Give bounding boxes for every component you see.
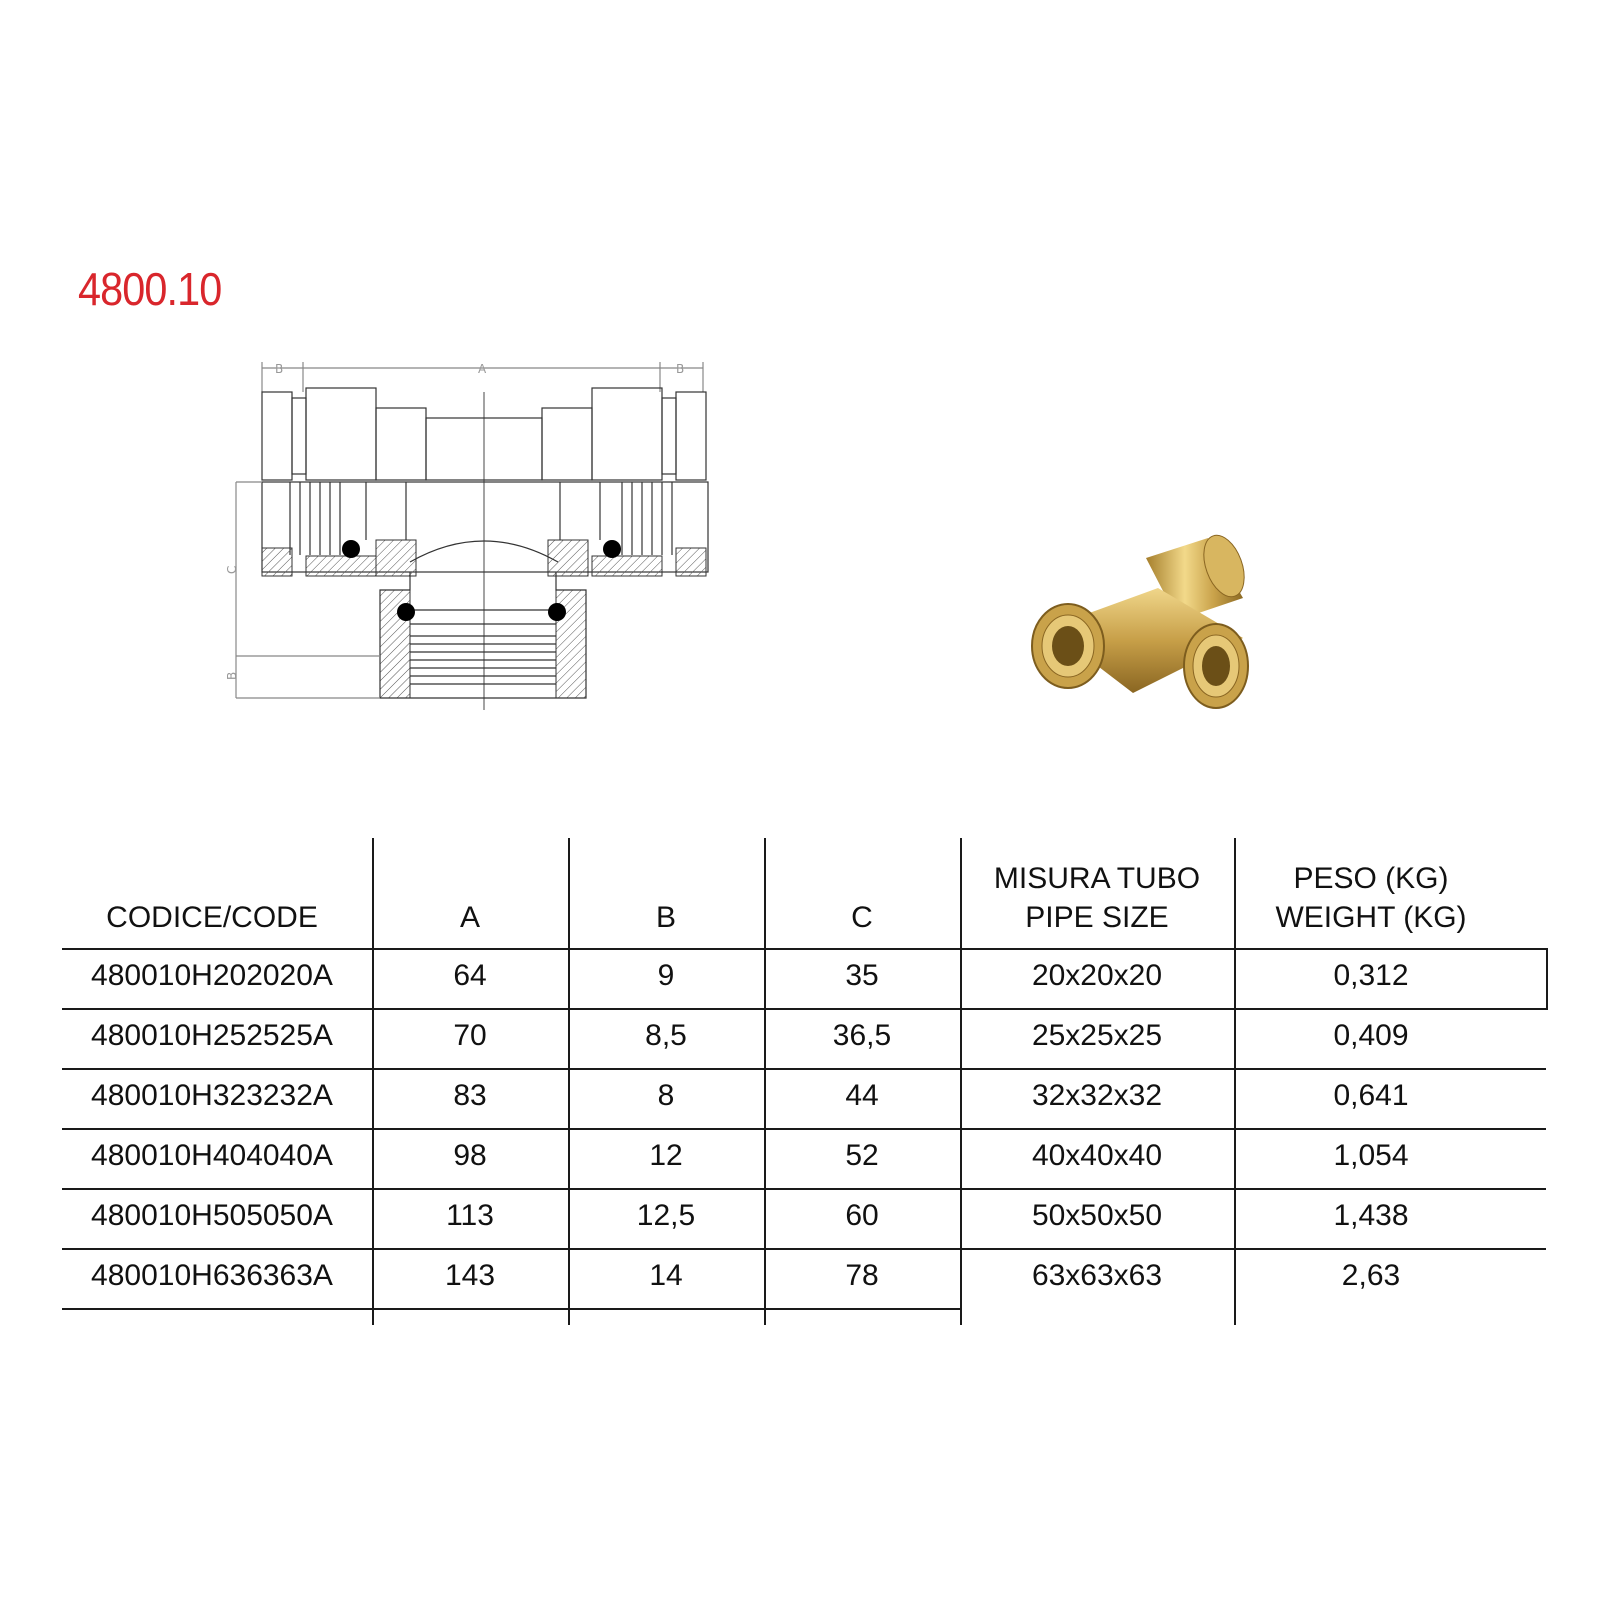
cell-b: 8,5 [645,1019,687,1052]
cell-code: 480010H404040A [91,1139,333,1172]
cell-code: 480010H202020A [91,959,333,992]
cell-pipe-size: 25x25x25 [1031,1019,1163,1052]
dimension-label-a: A [478,362,487,376]
cell-weight: 0,312 [1333,959,1409,992]
cell-c: 52 [845,1139,879,1172]
dimension-label-b-branch: B [225,671,239,680]
cell-c: 36,5 [832,1019,892,1052]
row-divider [62,948,1548,950]
header-weight-en: WEIGHT (KG) [1275,901,1467,934]
cell-b: 9 [657,959,675,992]
cell-weight: 2,63 [1341,1259,1401,1292]
column-divider [960,838,962,1325]
technical-drawing [220,355,740,725]
cell-pipe-size: 63x63x63 [1031,1259,1163,1292]
row-divider [62,1128,1546,1130]
row-divider [62,1068,1546,1070]
header-b: B [655,901,676,934]
row-divider [62,1308,961,1310]
cell-c: 60 [845,1199,879,1232]
cell-b: 14 [649,1259,683,1292]
cell-a: 64 [453,959,487,992]
cell-c: 35 [845,959,879,992]
column-divider [1234,838,1236,1325]
cell-code: 480010H252525A [91,1019,333,1052]
header-pipe-size-en: PIPE SIZE [1025,901,1169,934]
cell-a: 143 [444,1259,496,1292]
cell-code: 480010H636363A [91,1259,333,1292]
cell-a: 113 [446,1199,494,1232]
cell-c: 78 [845,1259,879,1292]
cell-weight: 0,409 [1333,1019,1409,1052]
cell-pipe-size: 50x50x50 [1031,1199,1163,1232]
product-photo [1028,528,1268,724]
column-divider [1546,948,1548,1008]
row-divider [62,1248,1546,1250]
row-divider [62,1008,1548,1010]
header-pipe-size-it: MISURA TUBO [993,862,1201,895]
header-weight-it: PESO (KG) [1293,862,1449,895]
product-code-title: 4800.10 [78,263,222,315]
cell-pipe-size: 20x20x20 [1031,959,1163,992]
cell-weight: 0,641 [1333,1079,1409,1112]
dimension-label-b-left: B [275,362,284,376]
cell-c: 44 [845,1079,879,1112]
row-divider [62,1188,1546,1190]
dimension-label-b-right: B [676,362,685,376]
cell-a: 98 [453,1139,487,1172]
cell-pipe-size: 40x40x40 [1031,1139,1163,1172]
header-code: CODICE/CODE [106,901,318,934]
cell-a: 83 [453,1079,487,1112]
cell-a: 70 [453,1019,487,1052]
cell-weight: 1,438 [1333,1199,1409,1232]
column-divider [764,838,766,1325]
dimension-label-c: C [225,565,239,574]
cell-weight: 1,054 [1333,1139,1409,1172]
cell-b: 12 [649,1139,683,1172]
header-a: A [459,901,480,934]
cell-b: 8 [657,1079,675,1112]
column-divider [568,838,570,1325]
cell-pipe-size: 32x32x32 [1031,1079,1163,1112]
header-c: C [851,901,873,934]
cell-code: 480010H505050A [91,1199,333,1232]
specification-table [62,838,1548,1338]
column-divider [372,838,374,1325]
cell-b: 12,5 [636,1199,696,1232]
cell-code: 480010H323232A [91,1079,333,1112]
